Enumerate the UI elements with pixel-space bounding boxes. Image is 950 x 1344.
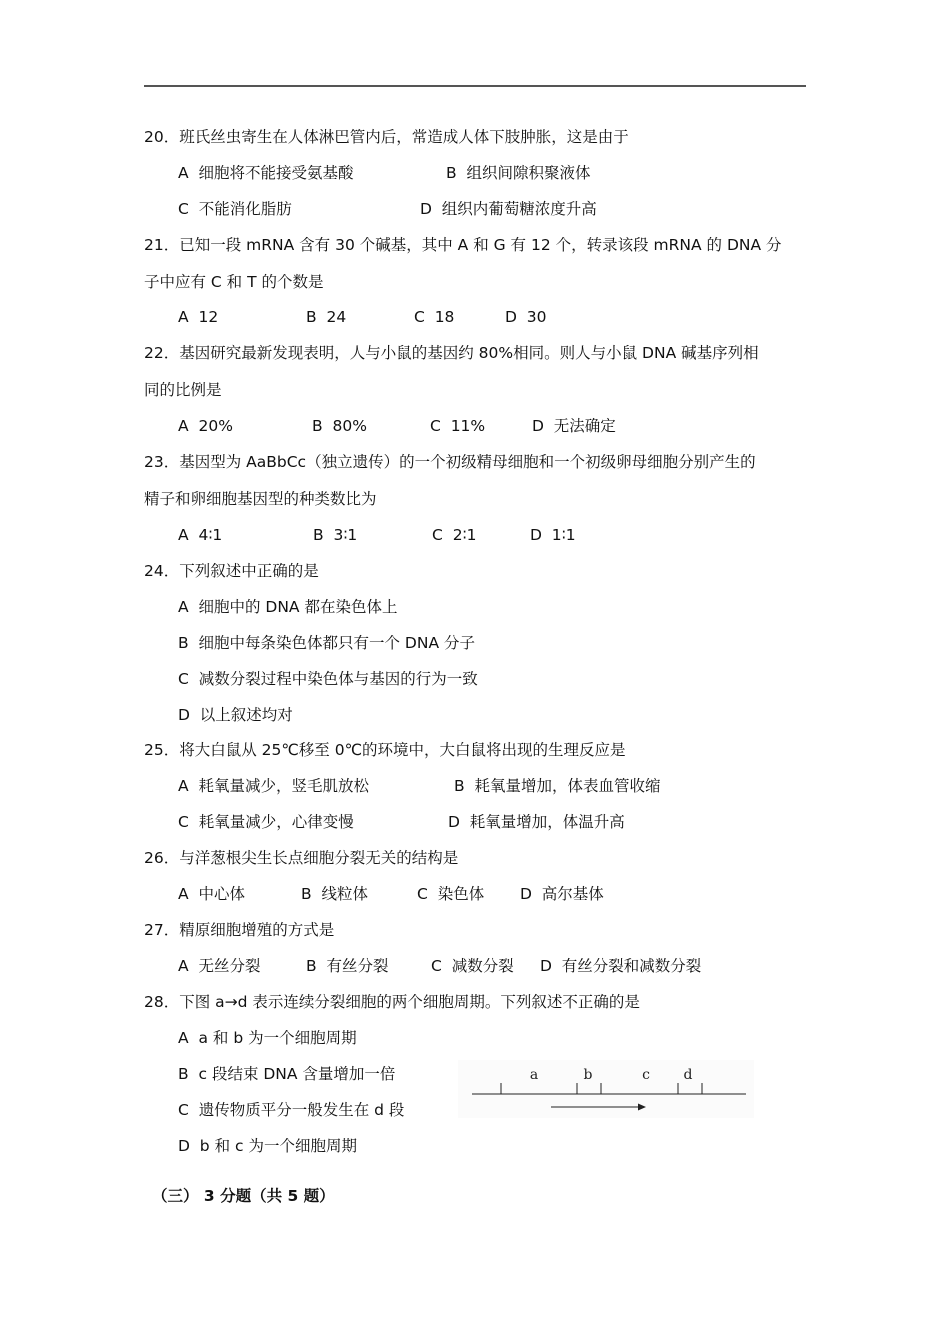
option-text: 耗氧量减少，竖毛肌放松 [198,777,369,795]
option-text: 细胞中每条染色体都只有一个 DNA 分子 [198,634,475,652]
question-stem [144,235,782,255]
question-stem [144,343,759,363]
option-letter: A [178,777,189,795]
question-number: 28． [144,993,180,1011]
stem-line: 下图 a→d 表示连续分裂细胞的两个细胞周期。下列叙述不正确的是 [179,993,640,1011]
option-text: a 和 b 为一个细胞周期 [198,1029,357,1047]
option-d[interactable] [505,307,547,327]
question-stem [144,992,640,1012]
option-text: 以上叙述均对 [199,706,293,724]
option-text: 不能消化脂肪 [198,200,292,218]
option-text: 24 [326,308,347,326]
option-text: 有丝分裂和减数分裂 [561,957,702,975]
stem-line: 班氏丝虫寄生在人体淋巴管内后，常造成人体下肢肿胀，这是由于 [179,128,629,146]
option-letter: C [431,957,442,975]
option-a[interactable] [178,1028,357,1048]
segment-label-c: c [642,1067,650,1083]
option-d[interactable] [448,812,625,832]
option-text: 3∶1 [333,526,358,544]
option-letter: D [540,957,552,975]
option-letter: D [532,417,544,435]
option-a[interactable] [178,597,397,617]
option-c[interactable] [178,812,354,832]
option-text: 11% [450,417,486,435]
stem-line: 精原细胞增殖的方式是 [179,921,335,939]
option-text: 减数分裂过程中染色体与基因的行为一致 [198,670,478,688]
option-letter: D [420,200,432,218]
option-letter: D [178,1137,190,1155]
option-text: 高尔基体 [541,885,604,903]
option-letter: A [178,885,189,903]
option-a[interactable] [178,884,245,904]
question-number: 20． [144,128,180,146]
header-rule [144,85,806,87]
option-text: 染色体 [437,885,485,903]
option-d[interactable] [520,884,604,904]
option-text: 遗传物质平分一般发生在 d 段 [198,1101,405,1119]
option-letter: D [178,706,190,724]
option-c[interactable] [430,416,485,436]
stem-line: 将大白鼠从 25℃移至 0℃的环境中，大白鼠将出现的生理反应是 [179,741,626,759]
cell-cycle-timeline-icon [458,1060,754,1118]
question-stem [144,452,756,472]
option-letter: C [417,885,428,903]
option-letter: D [448,813,460,831]
option-d[interactable] [178,705,293,725]
option-b[interactable] [178,633,475,653]
option-text: 80% [332,417,367,435]
option-letter: A [178,1029,189,1047]
option-text: 减数分裂 [451,957,514,975]
option-c[interactable] [178,199,292,219]
option-letter: C [178,1101,189,1119]
cell-cycle-diagram [458,1060,754,1118]
option-text: 有丝分裂 [326,957,389,975]
option-letter: A [178,526,189,544]
option-letter: C [414,308,425,326]
question-stem [144,561,319,581]
question-stem [144,920,334,940]
option-a[interactable] [178,163,353,183]
question-number: 27． [144,921,180,939]
section-heading: （三） 3 分题（共 5 题） [152,1187,335,1205]
option-c[interactable] [414,307,454,327]
option-text: 细胞中的 DNA 都在染色体上 [198,598,398,616]
option-letter: C [432,526,443,544]
option-text: 耗氧量增加，体温升高 [469,813,625,831]
option-text: 无法确定 [553,417,616,435]
option-letter: B [301,885,312,903]
option-d[interactable] [532,416,616,436]
option-c[interactable] [178,1100,404,1120]
segment-label-d: d [683,1067,693,1083]
option-c[interactable] [417,884,484,904]
option-text: c 段结束 DNA 含量增加一倍 [198,1065,396,1083]
option-b[interactable] [313,525,357,545]
stem-line: 精子和卵细胞基因型的种类数比为 [144,490,377,508]
question-stem [144,127,629,147]
stem-line: 与洋葱根尖生长点细胞分裂无关的结构是 [179,849,459,867]
question-number: 26． [144,849,180,867]
stem-line: 基因型为 AaBbCc（独立遗传）的一个初级精母细胞和一个初级卵母细胞分别产生的 [179,453,756,471]
option-a[interactable] [178,956,260,976]
question-number: 23． [144,453,180,471]
option-letter: B [178,1065,189,1083]
option-letter: A [178,164,189,182]
option-b[interactable] [306,956,389,976]
option-text: 无丝分裂 [198,957,261,975]
option-letter: B [306,308,317,326]
option-a[interactable] [178,307,218,327]
option-letter: D [505,308,517,326]
option-a[interactable] [178,416,233,436]
option-text: 4∶1 [198,526,223,544]
option-b[interactable] [178,1064,395,1084]
option-letter: B [446,164,457,182]
option-text: 1∶1 [551,526,576,544]
question-number: 22． [144,344,180,362]
option-text: 30 [526,308,547,326]
option-letter: C [178,670,189,688]
option-d[interactable] [540,956,701,976]
option-b[interactable] [306,307,346,327]
option-text: 2∶1 [452,526,477,544]
option-letter: C [178,813,189,831]
option-text: 组织内葡萄糖浓度升高 [441,200,597,218]
option-a[interactable] [178,776,369,796]
option-b[interactable] [446,163,591,183]
option-letter: B [178,634,189,652]
option-text: 20% [198,417,233,435]
option-a[interactable] [178,525,222,545]
option-d[interactable] [420,199,597,219]
option-text: 18 [434,308,455,326]
option-letter: A [178,417,189,435]
question-stem [144,740,626,760]
option-letter: D [530,526,542,544]
stem-line: 子中应有 C 和 T 的个数是 [144,273,324,291]
stem-line: 同的比例是 [144,381,222,399]
question-stem [144,848,458,868]
option-b[interactable] [312,416,367,436]
option-b[interactable] [301,884,368,904]
option-c[interactable] [178,669,478,689]
stem-line: 下列叙述中正确的是 [179,562,319,580]
option-letter: B [312,417,323,435]
option-letter: C [430,417,441,435]
stem-line: 基因研究最新发现表明，人与小鼠的基因约 80%相同。则人与小鼠 DNA 碱基序列相 [179,344,759,362]
option-text: 耗氧量增加，体表血管收缩 [474,777,661,795]
question-number: 24． [144,562,180,580]
option-c[interactable] [431,956,514,976]
option-text: 细胞将不能接受氨基酸 [198,164,354,182]
option-b[interactable] [454,776,661,796]
option-c[interactable] [432,525,476,545]
segment-label-b: b [583,1067,593,1083]
option-letter: A [178,308,189,326]
question-number: 21． [144,236,180,254]
option-text: 线粒体 [321,885,369,903]
option-text: b 和 c 为一个细胞周期 [199,1137,357,1155]
option-letter: B [306,957,317,975]
option-text: 12 [198,308,219,326]
segment-label-a: a [529,1067,539,1083]
option-text: 中心体 [198,885,245,903]
option-letter: B [454,777,465,795]
option-letter: A [178,598,189,616]
option-d[interactable] [530,525,576,545]
option-letter: B [313,526,324,544]
option-letter: C [178,200,189,218]
option-text: 组织间隙积聚液体 [466,164,591,182]
option-letter: A [178,957,189,975]
option-d[interactable] [178,1136,357,1156]
option-letter: D [520,885,532,903]
stem-line: 已知一段 mRNA 含有 30 个碱基，其中 A 和 G 有 12 个，转录该段 mRNA 的 DNA 分 [179,236,782,254]
option-text: 耗氧量减少，心律变慢 [198,813,354,831]
question-number: 25． [144,741,180,759]
